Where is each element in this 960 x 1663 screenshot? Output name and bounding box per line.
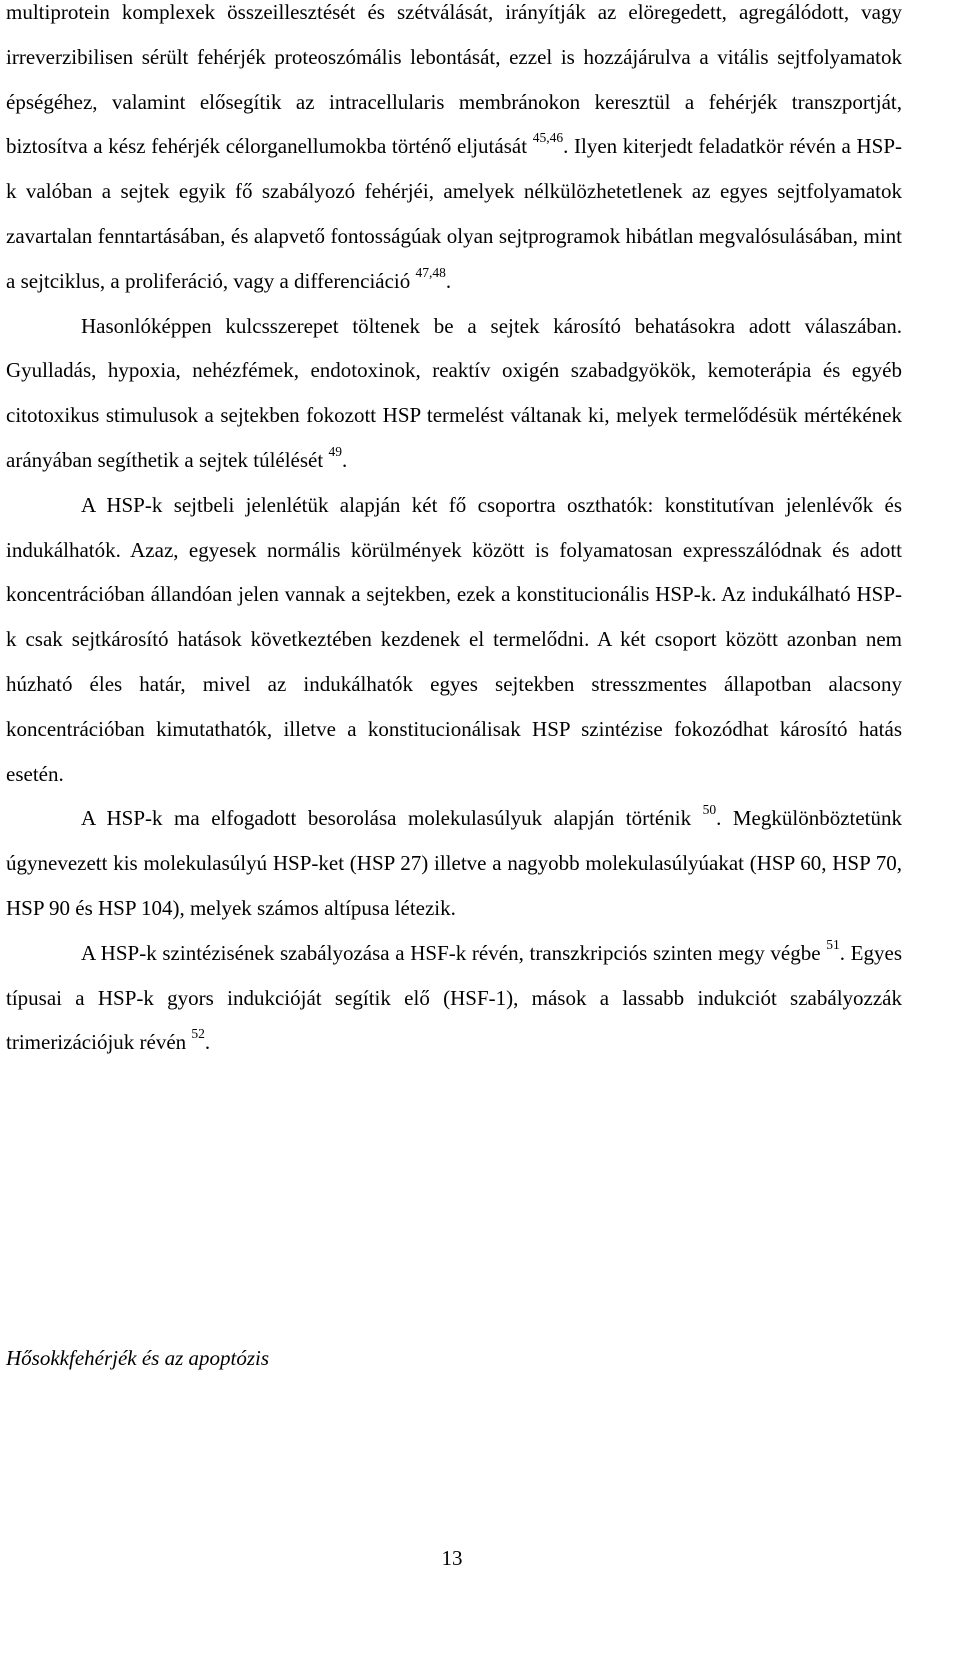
paragraph-text: . Megkülönböztetünk úgynevezett kis molekulasúlyú HSP-ket (HSP 27) illetve a nagyobb molekulasúlyúakat (HSP 60, HSP 70, HSP 90 és HSP 104), melyek számos altípusa létezik.: [6, 806, 903, 920]
citation-reference: 50: [702, 802, 717, 818]
document-page: [6, 0, 902, 1065]
citation-reference: 52: [191, 1026, 205, 1042]
paragraph-text: multiprotein komplexek összeillesztését és szétválását, irányítják az elöregedett, agregálódott, vagy irreverzibilisen sérült fehérjék proteoszómális lebontását, ezzel is hozzájárulva a vitális sejtfolyamatok épségéhez, valamint elősegítik az intracellularis membránokon keresztül a fehérjék transzportját, biztosítva a kész fehérjék célorganellumokba történő eljutását: [6, 0, 902, 159]
citation-reference: 47,48: [415, 264, 446, 280]
paragraph-text: . Ilyen kiterjedt feladatkör révén a HSP-k valóban a sejtek egyik fő szabályozó fehérjéi, amelyek nélkülözhetetlenek az egyes sejtfolyamatok zavartalan fenntartásában, és alapvető fontosságúak olyan sejtprogramok hibátlan megvalósulásában, mint a sejtciklus, a proliferáció, vagy a differenciáció: [6, 134, 902, 293]
page-number: 13: [441, 1546, 463, 1570]
paragraph-text: A HSP-k sejtbeli jelenlétük alapján két fő csoportra oszthatók: konstitutívan jelenlévők és indukálhatók. Azaz, egyesek normális körülmények között is folyamatosan expresszálódnak és adott koncentrációban állandóan jelen vannak a sejtekben, ezek a konstitucionális HSP-k. Az indukálható HSP-k csak sejtkárosító hatások következtében kezdenek el termelődni. A két csoport között azonban nem húzható éles határ, mivel az indukálhatók egyes sejtekben stresszmentes állapotban alacsony koncentrációban kimutathatók, illetve a konstitucionálisak HSP szintézise fokozódhat károsító hatás esetén.: [6, 492, 902, 786]
section-heading: Hősokkfehérjék és az apoptózis: [6, 1346, 270, 1370]
paragraph-text: A HSP-k szintézisének szabályozása a HSF-k révén, transzkripciós szinten megy végbe: [81, 940, 827, 965]
citation-reference: 45,46: [532, 130, 564, 146]
body-paragraph: [6, 796, 902, 930]
paragraph-text: Hasonlóképpen kulcsszerepet töltenek be a sejtek károsító behatásokra adott válaszában. Gyulladás, hypoxia, nehézfémek, endotoxinok, reaktív oxigén szabadgyökök, kemoterápia és egyéb citotoxikus stimulusok a sejtekben fokozott HSP termelést váltanak ki, melyek termelődésük mértékének arányában segíthetik a sejtek túlélését: [6, 313, 902, 472]
body-paragraph: [6, 483, 902, 797]
paragraph-text: . Egyes típusai a HSP-k gyors indukcióját segítik elő (HSF-1), mások a lassabb indukciót szabályozzák trimerizációjuk révén: [6, 940, 902, 1055]
body-paragraph: [6, 304, 902, 483]
citation-reference: 49: [328, 443, 342, 459]
paragraph-text: A HSP-k ma elfogadott besorolása molekulasúlyuk alapján történik: [81, 806, 703, 831]
paragraph-text: .: [204, 1030, 211, 1055]
paragraph-text: .: [445, 268, 452, 293]
paragraph-text: .: [341, 447, 348, 472]
body-paragraph: [6, 931, 902, 1065]
body-paragraph: [6, 0, 902, 304]
citation-reference: 51: [826, 936, 840, 952]
